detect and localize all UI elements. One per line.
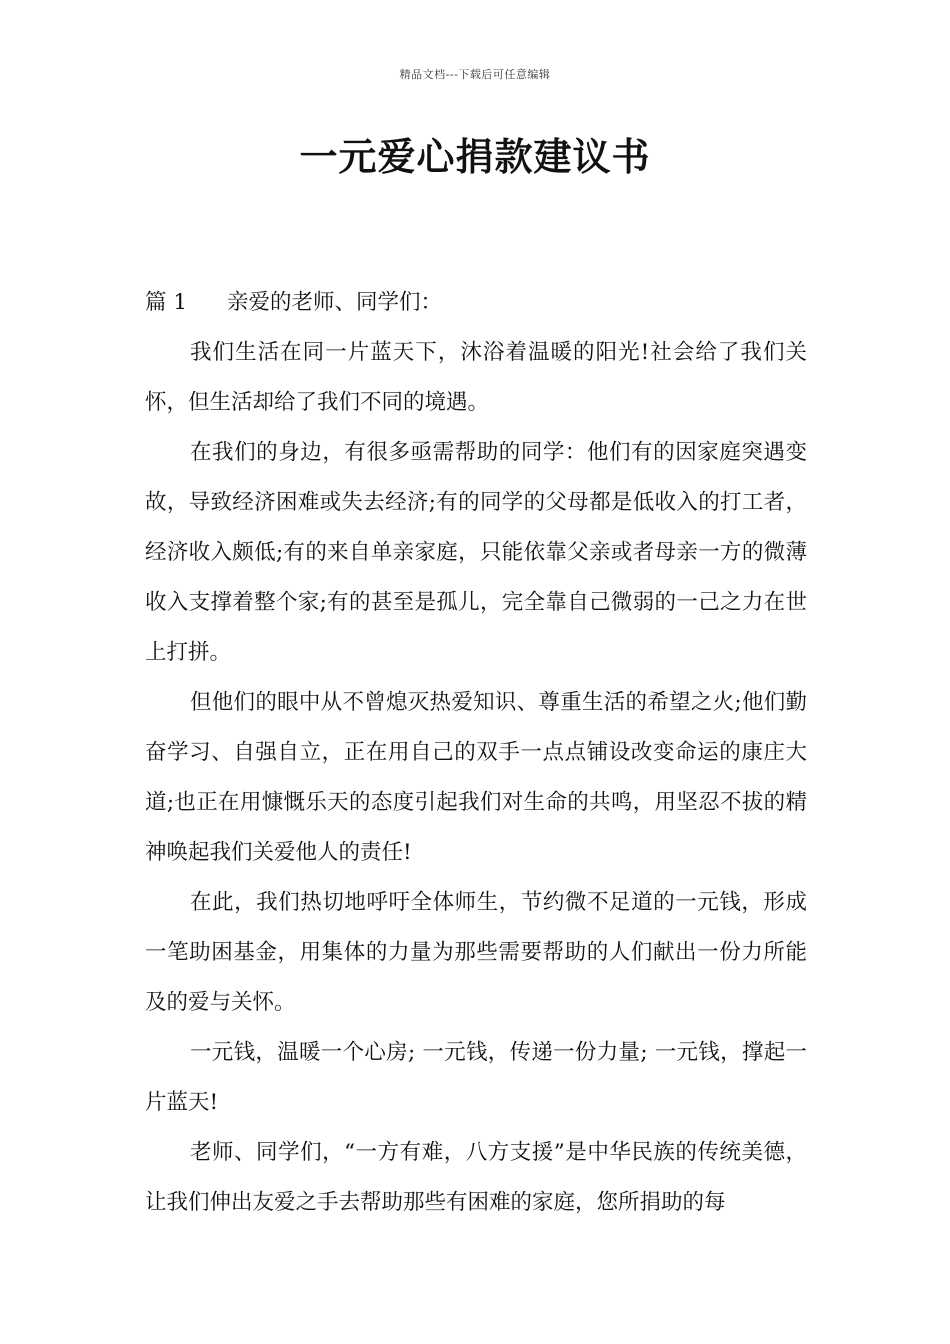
paragraph-6: 老师、同学们，“一方有难，八方支援”是中华民族的传统美德，让我们伸出友爱之手去帮助那些有困难的家庭，您所捐助的每	[145, 1140, 807, 1215]
salutation: 亲爱的老师、同学们：	[227, 290, 443, 315]
document-body	[145, 278, 807, 1228]
opening-line	[145, 278, 807, 328]
section-label: 篇 1	[145, 290, 188, 315]
paragraph-1: 我们生活在同一片蓝天下，沐浴着温暖的阳光!社会给了我们关怀，但生活却给了我们不同的境遇。	[145, 340, 807, 415]
header-note: 精品文档---下载后可任意编辑	[399, 68, 551, 81]
paragraph-2: 在我们的身边，有很多亟需帮助的同学：他们有的因家庭突遇变故，导致经济困难或失去经济;有的同学的父母都是低收入的打工者，经济收入颇低;有的来自单亲家庭，只能依靠父亲或者母亲一方的微薄收入支撑着整个家;有的甚至是孤儿，完全靠自己微弱的一己之力在世上打拼。	[145, 440, 807, 665]
paragraph-4: 在此，我们热切地呼吁全体师生，节约微不足道的一元钱，形成一笔助困基金，用集体的力量为那些需要帮助的人们献出一份力所能及的爱与关怀。	[145, 890, 807, 1015]
paragraph-3: 但他们的眼中从不曾熄灭热爱知识、尊重生活的希望之火;他们勤奋学习、自强自立，正在用自己的双手一点点铺设改变命运的康庄大道;也正在用慷慨乐天的态度引起我们对生命的共鸣，用坚忍不拔的精神唤起我们关爱他人的责任!	[145, 690, 807, 865]
paragraph-5: 一元钱，温暖一个心房; 一元钱，传递一份力量; 一元钱，撑起一片蓝天!	[145, 1040, 807, 1115]
document-title: 一元爱心捐款建议书	[299, 135, 651, 179]
